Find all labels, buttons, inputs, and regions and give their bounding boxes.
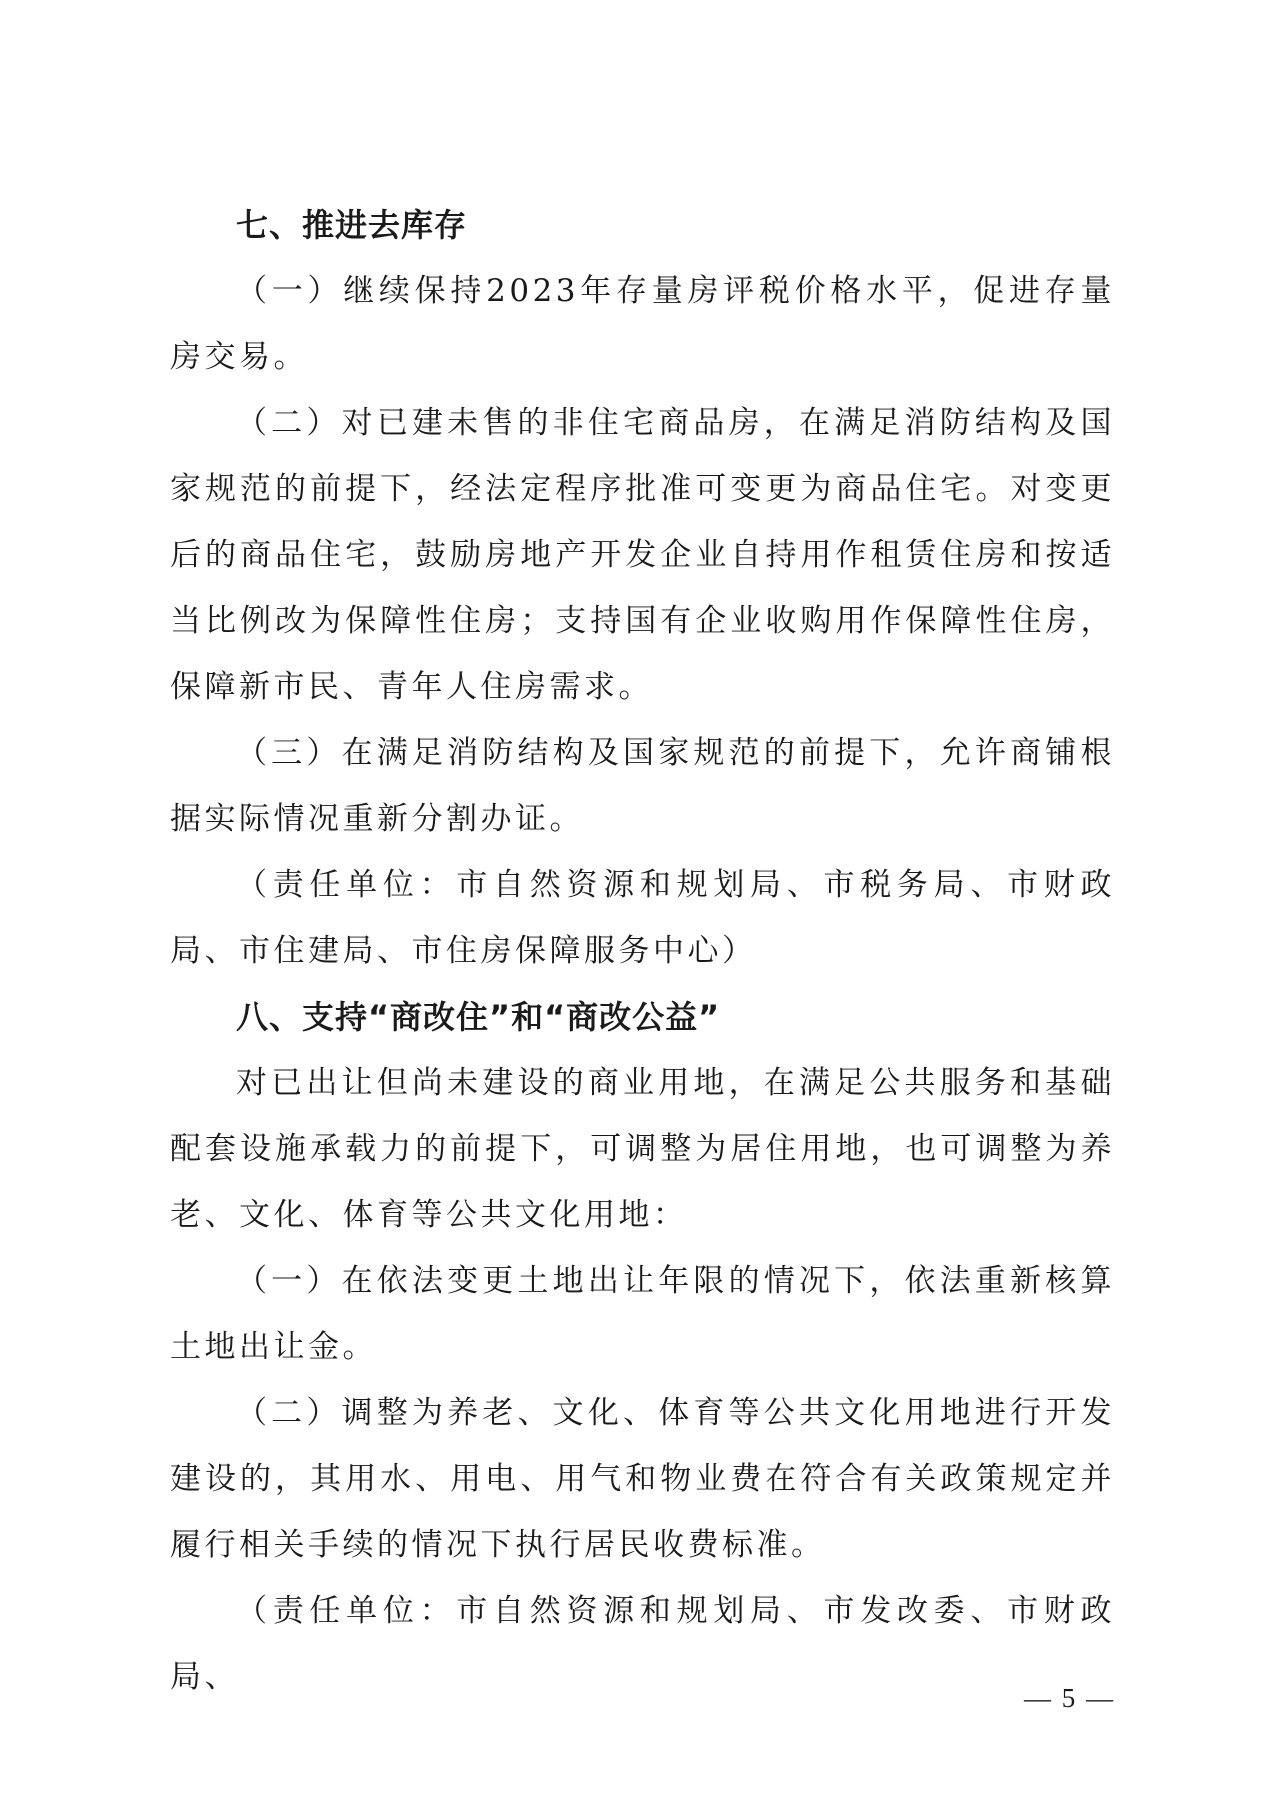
paragraph-7-2: （二）对已建未售的非住宅商品房，在满足消防结构及国家规范的前提下，经法定程序批准可变更为商品住宅。对变更后的商品住宅，鼓励房地产开发企业自持用作租赁住房和按适当比例改为保障性住房；支持国有企业收购用作保障性住房，保障新市民、青年人住房需求。 — [170, 405, 1115, 705]
responsibility-units-7: （责任单位：市自然资源和规划局、市税务局、市财政局、市住建局、市住房保障服务中心） — [170, 867, 1115, 969]
paragraph-8-1: （一）在依法变更土地出让年限的情况下，依法重新核算土地出让金。 — [170, 1263, 1115, 1365]
responsibility-units-8: （责任单位：市自然资源和规划局、市发改委、市财政局、 — [170, 1593, 1115, 1695]
paragraph-8-2: （二）调整为养老、文化、体育等公共文化用地进行开发建设的，其用水、用电、用气和物业费在符合有关政策规定并履行相关手续的情况下执行居民收费标准。 — [170, 1395, 1115, 1563]
document-body — [170, 192, 1115, 1710]
page-number: — 5 — — [1024, 1683, 1115, 1713]
paragraph-8-intro: 对已出让但尚未建设的商业用地，在满足公共服务和基础配套设施承载力的前提下，可调整为居住用地，也可调整为养老、文化、体育等公共文化用地： — [170, 1065, 1115, 1233]
section-heading-7: 七、推进去库存 — [236, 206, 468, 244]
paragraph-7-1: （一）继续保持2023年存量房评税价格水平，促进存量房交易。 — [170, 273, 1115, 375]
paragraph-7-3: （三）在满足消防结构及国家规范的前提下，允许商铺根据实际情况重新分割办证。 — [170, 735, 1115, 837]
section-heading-8: 八、支持“商改住”和“商改公益” — [236, 998, 721, 1036]
